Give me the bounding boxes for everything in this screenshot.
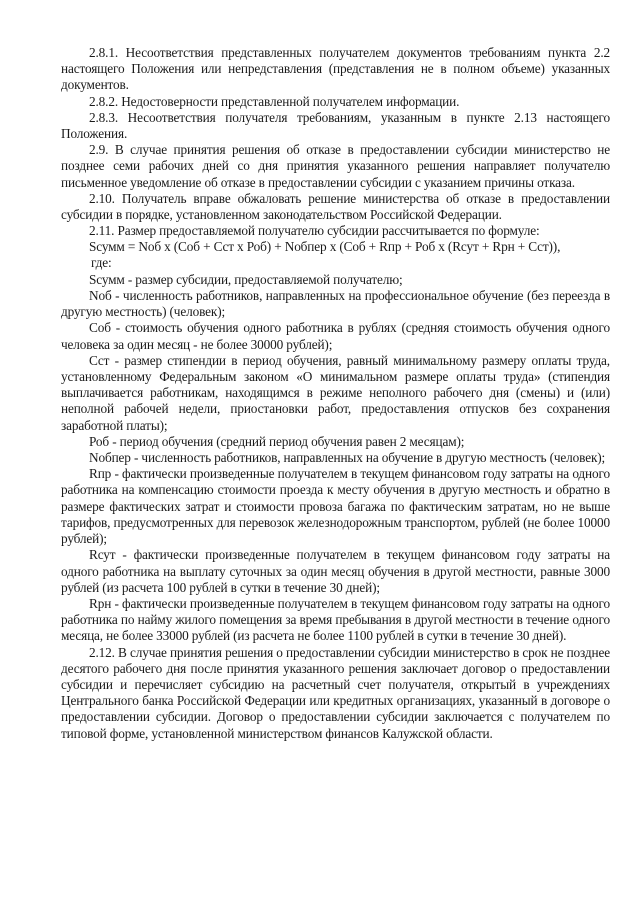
paragraph-2-8-2: 2.8.2. Недостоверности представленной получателем информации. [89, 93, 460, 109]
paragraph-2-8-3: 2.8.3. Несоответствия получателя требованиям, указанным в пункте 2.13 настоящего Положения. [61, 109, 610, 142]
definition-s-ob: Соб - стоимость обучения одного работника в рублях (средняя стоимость обучения одного человека за один месяц - не более 30000 рублей); [61, 320, 610, 352]
paragraph-2-11: 2.11. Размер предоставляемой получателю субсидии рассчитывается по формуле: [89, 223, 540, 239]
definition-r-rn: Rрн - фактически произведенные получателем в текущем финансовом году затраты на одного работника по найму жилого помещения за время пребывания в другой местности в течение одного месяца, не более 33000 рублей (из расчета не более 1100 рублей в сутки в течение 30 дней). [61, 595, 610, 644]
paragraph-2-12: 2.12. В случае принятия решения о предоставлении субсидии министерство в срок не позднее десятого рабочего дня после принятия указанного решения заключает договор о предоставлении субсидии и перечисляет субсидию на расчетный счет получателя, открытый в учреждениях Центрального банка Российской Федерации или кредитных организациях, указанный в договоре о предоставлении субсидии. Договор о предоставлении субсидии заключается с получателем по типовой форме, установленной министерством финансов Калужской области. [61, 644, 610, 741]
definition-r-ob: Роб - период обучения (средний период обучения равен 2 месяцам); [89, 433, 465, 449]
definition-n-ob: Nоб - численность работников, направленных на профессиональное обучение (без переезда в другую местность) (человек); [61, 288, 610, 320]
paragraph-2-10: 2.10. Получатель вправе обжаловать решение министерства об отказе в предоставлении субсидии в порядке, установленном законодательством Российской Федерации. [61, 190, 610, 223]
paragraph-2-8-1: 2.8.1. Несоответствия представленных получателем документов требованиям пункта 2.2 настоящего Положения или непредставления (представления не в полном объеме) указанных документов. [61, 45, 610, 93]
paragraph-2-9: 2.9. В случае принятия решения об отказе в предоставлении субсидии министерство не позднее семи рабочих дней со дня принятия указанного решения направляет получателю письменное уведомление об отказе в предоставлении субсидии с указанием причины отказа. [61, 142, 610, 190]
definition-n-obper: Nобпер - численность работников, направленных на обучение в другую местность (человек); [89, 450, 606, 466]
definition-r-pr: Rпр - фактически произведенные получателем в текущем финансовом году затраты на одного работника на компенсацию стоимости проезда к месту обучения в другую местность и обратно в размере фактических затрат и стоимости провоза багажа по фактическим затратам, но не выше тарифов, предусмотренных для перевозок железнодорожным транспортом, рублей (не более 10000 рублей); [61, 466, 610, 547]
definition-r-sut: Rсут - фактически произведенные получателем в текущем финансовом году затраты на одного работника на выплату суточных за один месяц обучения в другой местности, равные 3000 рублей (из расчета 100 рублей в сутки в течение 30 дней); [61, 547, 610, 595]
definition-s-st: Сст - размер стипендии в период обучения, равный минимальному размеру оплаты труда, установленному Федеральным законом «О минимальном размере оплаты труда» (стипендия выплачивается работникам, находящимся в режиме неполного рабочего дня (смены) и (или) неполной рабочей недели, приостановки работ, предоставления отпусков без сохранения заработной платы); [61, 352, 610, 433]
subsidy-formula: Sсумм = Nоб х (Соб + Сст х Роб) + Nобпер х (Соб + Rпр + Роб х (Rсут + Rрн + Сст)), [89, 239, 561, 255]
document-page [61, 45, 610, 742]
formula-where-label: где: [91, 254, 112, 270]
definition-s-summ: Sсумм - размер субсидии, предоставляемой получателю; [89, 271, 403, 287]
